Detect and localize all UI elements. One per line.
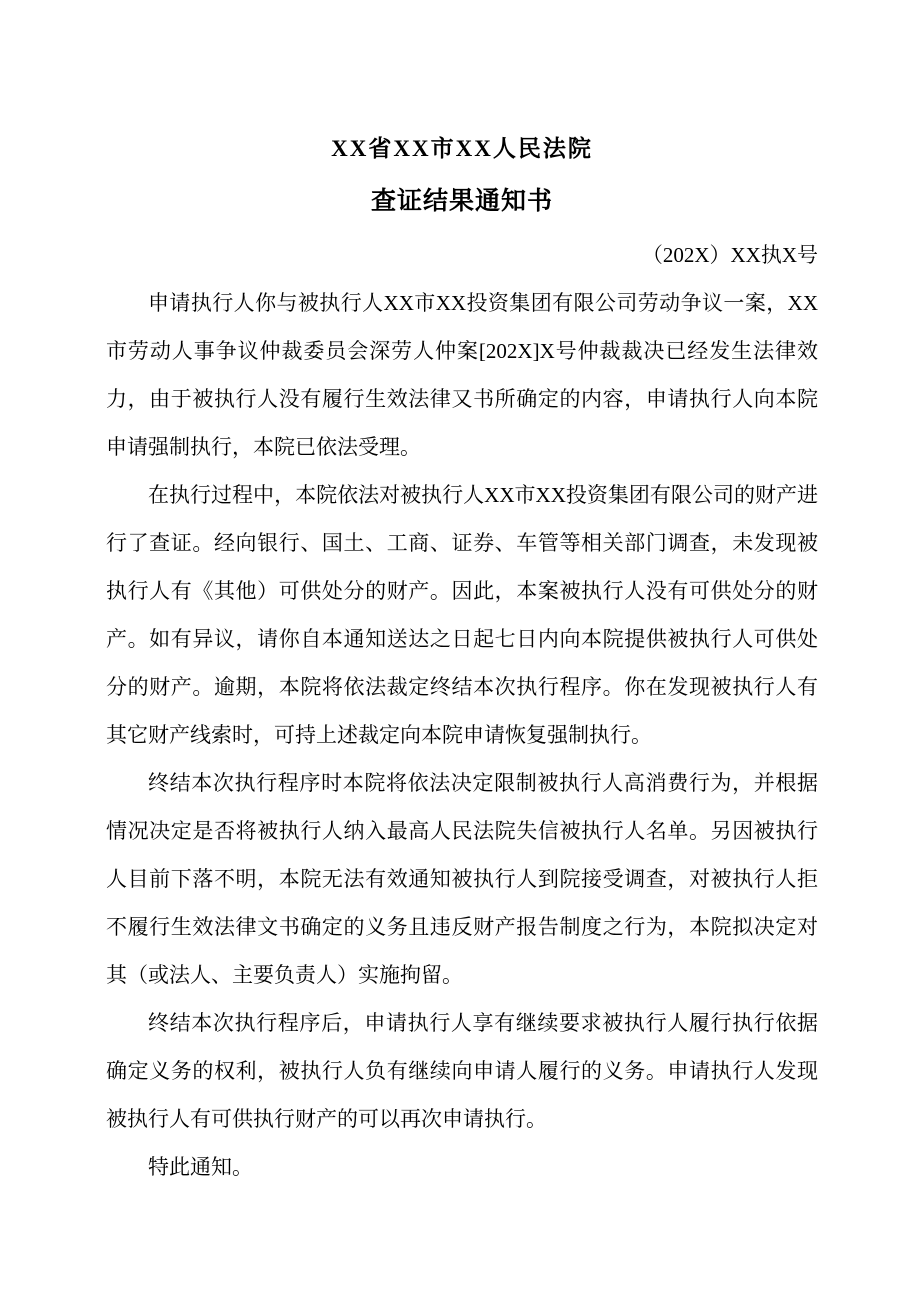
paragraph-2: 在执行过程中，本院依法对被执行人XX市XX投资集团有限公司的财产进行了查证。经向银行、国土、工商、证券、车管等相关部门调查，未发现被执行人有《其他）可供处分的财产。因此，本案被执行人没有可供处分的财产。如有异议，请你自本通知送达之日起七日内向本院提供被执行人可供处分的财产。逾期，本院将依法裁定终结本次执行程序。你在发现被执行人有其它财产线索时，可持上述裁定向本院申请恢复强制执行。 — [106, 482, 818, 747]
document-body — [106, 279, 818, 1191]
court-title: XX省XX市XX人民法院 — [331, 136, 593, 161]
paragraph-closing: 特此通知。 — [148, 1154, 253, 1179]
paragraph-1: 申请执行人你与被执行人XX市XX投资集团有限公司劳动争议一案，XX市劳动人事争议仲裁委员会深劳人仲案[202X]X号仲裁裁决已经发生法律效力，由于被执行人没有履行生效法律又书所确定的内容，申请执行人向本院申请强制执行，本院已依法受理。 — [106, 290, 818, 459]
document-title: 查证结果通知书 — [370, 188, 553, 216]
case-number: （202X）XX执X号 — [641, 242, 818, 267]
paragraph-3: 终结本次执行程序时本院将依法决定限制被执行人高消费行为，并根据情况决定是否将被执行人纳入最高人民法院失信被执行人名单。另因被执行人目前下落不明，本院无法有效通知被执行人到院接受调查，对被执行人拒不履行生效法律文书确定的义务且违反财产报告制度之行为，本院拟决定对其（或法人、主要负责人）实施拘留。 — [106, 770, 818, 987]
paragraph-4: 终结本次执行程序后，申请执行人享有继续要求被执行人履行执行依据确定义务的权利，被执行人负有继续向申请人履行的义务。申请执行人发现被执行人有可供执行财产的可以再次申请执行。 — [106, 1010, 818, 1131]
